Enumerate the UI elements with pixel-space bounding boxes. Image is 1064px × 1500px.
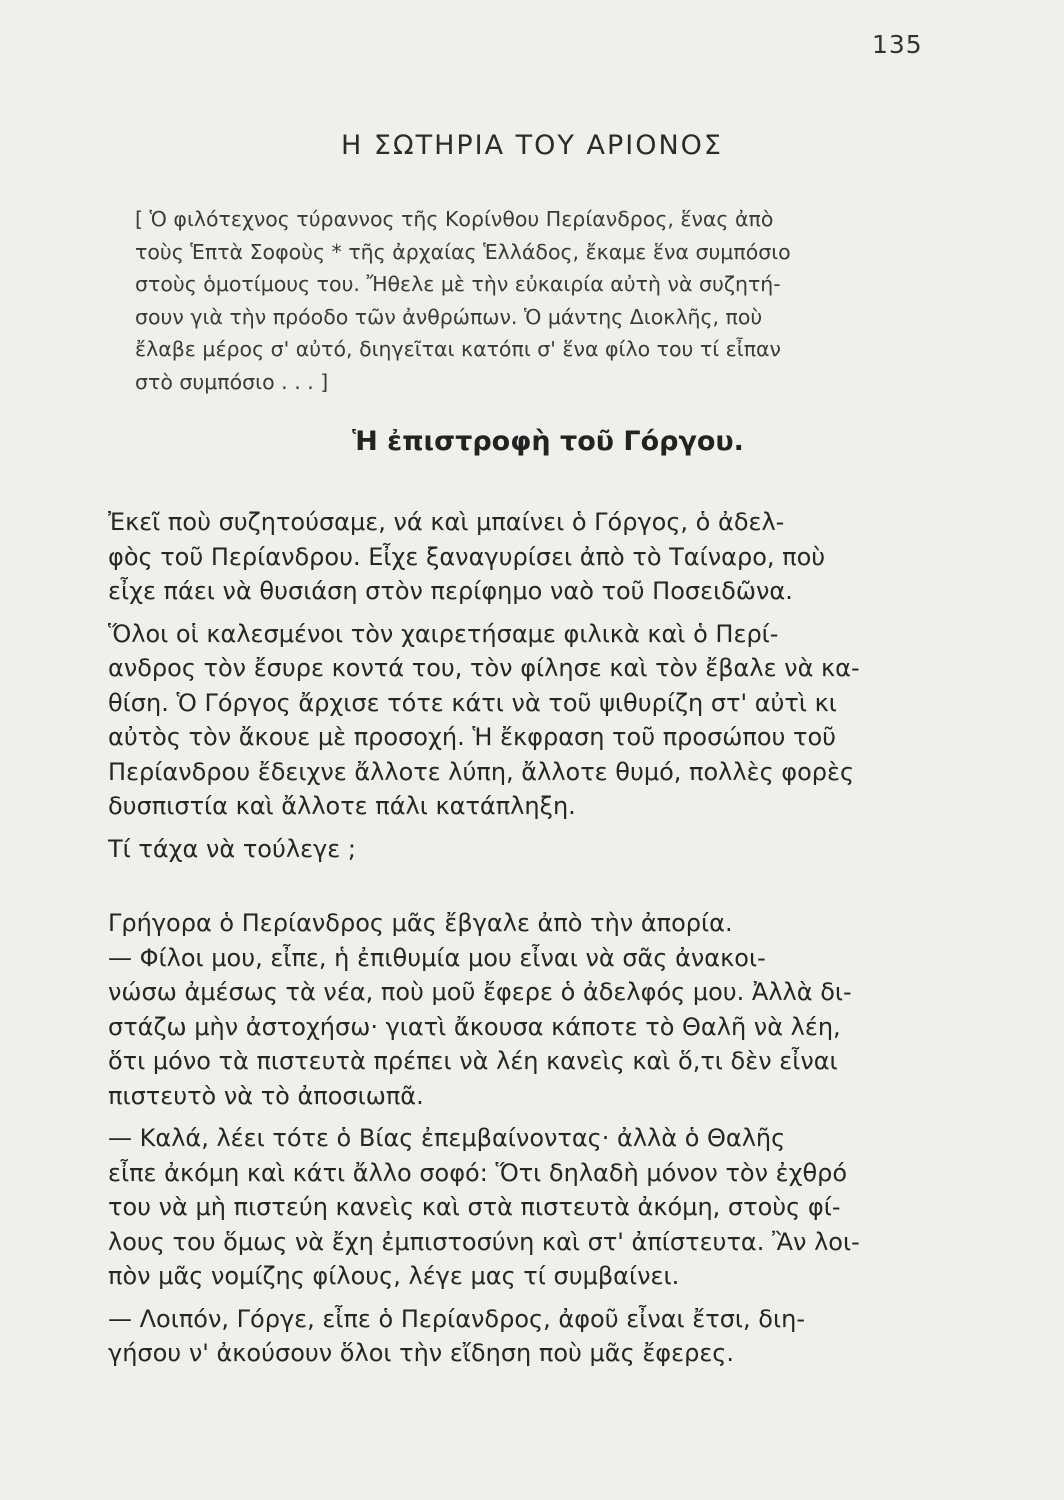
paragraph	[108, 906, 958, 1113]
text-line: νώσω ἀμέσως τὰ νέα, ποὺ μοῦ ἔφερε ὁ ἀδελφός μου. Ἀλλὰ δι-	[108, 978, 852, 1006]
paragraph	[108, 617, 958, 824]
page-number: 135	[872, 30, 923, 59]
text-line: Ὅλοι οἱ καλεσμένοι τὸν χαιρετήσαμε φιλικὰ καὶ ὁ Περί-	[108, 619, 779, 648]
paragraph	[108, 832, 958, 867]
text-line: πιστευτὸ νὰ τὸ ἀποσιωπᾶ.	[108, 1081, 424, 1110]
intro-line: ἔλαβε μέρος σ' αὐτό, διηγεῖται κατόπι σ' ἕνα φίλο του τί εἶπαν	[135, 337, 782, 361]
paragraph	[108, 1302, 958, 1371]
text-line: εἶχε πάει νὰ θυσιάση στὸν περίφημο ναὸ τοῦ Ποσειδῶνα.	[108, 577, 793, 605]
text-line: — Καλά, λέει τότε ὁ Βίας ἐπεμβαίνοντας· ἀλλὰ ὁ Θαλῆς	[108, 1124, 786, 1152]
text-line: ὅτι μόνο τὰ πιστευτὰ πρέπει νὰ λέη κανεὶς καὶ ὅ,τι δὲν εἶναι	[108, 1047, 838, 1075]
text-line: δυσπιστία καὶ ἄλλοτε πάλι κατάπληξη.	[108, 792, 576, 820]
intro-note	[135, 203, 957, 398]
text-line: — Λοιπόν, Γόργε, εἶπε ὁ Περίανδρος, ἀφοῦ εἶναι ἔτσι, διη-	[108, 1304, 805, 1333]
intro-line: στὸ συμπόσιο . . . ]	[135, 369, 329, 394]
body-text	[108, 505, 958, 1371]
text-line: εἶπε ἀκόμη καὶ κάτι ἄλλο σοφό: Ὅτι δηλαδὴ μόνον τὸν ἐχθρό	[108, 1158, 848, 1187]
text-line: Γρήγορα ὁ Περίανδρος μᾶς ἔβγαλε ἀπὸ τὴν ἀπορία.	[108, 909, 733, 937]
section-title: Ἡ ἐπιστροφὴ τοῦ Γόργου.	[352, 426, 744, 457]
text-line: Περίανδρου ἔδειχνε ἄλλοτε λύπη, ἄλλοτε θυμό, πολλὲς φορὲς	[108, 757, 855, 786]
text-line: λους του ὅμως νὰ ἔχη ἐμπιστοσύνη καὶ στ' ἀπίστευτα. Ἂν λοι-	[108, 1227, 860, 1256]
intro-line: σουν γιὰ τὴν πρόοδο τῶν ἀνθρώπων. Ὁ μάντης Διοκλῆς, ποὺ	[135, 304, 763, 329]
text-line: θίση. Ὁ Γόργος ἄρχισε τότε κάτι νὰ τοῦ ψιθυρίζη στ' αὐτὶ κι	[108, 688, 837, 717]
paragraph	[108, 505, 958, 609]
intro-line: τοὺς Ἑπτὰ Σοφοὺς * τῆς ἀρχαίας Ἑλλάδος, ἔκαμε ἕνα συμπόσιο	[135, 239, 791, 264]
text-line: Ἐκεῖ ποὺ συζητούσαμε, νά καὶ μπαίνει ὁ Γόργος, ὁ ἀδελ-	[108, 508, 785, 536]
text-line: στάζω μὴν ἀστοχήσω· γιατὶ ἄκουσα κάποτε τὸ Θαλῆ νὰ λέη,	[108, 1012, 841, 1041]
text-line: γήσου ν' ἀκούσουν ὅλοι τὴν εἴδηση ποὺ μᾶς ἔφερες.	[108, 1339, 735, 1367]
intro-line: στοὺς ὁμοτίμους του. Ἤθελε μὲ τὴν εὐκαιρία αὐτὴ νὰ συζητή-	[135, 272, 781, 296]
text-line: αὐτὸς τὸν ἄκουε μὲ προσοχή. Ἡ ἔκφραση τοῦ προσώπου τοῦ	[108, 723, 837, 751]
text-line: του νὰ μὴ πιστεύη κανεὶς καὶ στὰ πιστευτὰ ἀκόμη, στοὺς φί-	[108, 1193, 841, 1221]
text-line: ανδρος τὸν ἔσυρε κοντά του, τὸν φίλησε καὶ τὸν ἔβαλε νὰ κα-	[108, 654, 860, 682]
text-line: φὸς τοῦ Περίανδρου. Εἶχε ξαναγυρίσει ἀπὸ τὸ Ταίναρο, ποὺ	[108, 542, 826, 571]
chapter-title: Η ΣΩΤΗΡΙΑ ΤΟΥ ΑΡΙΟΝΟΣ	[341, 130, 723, 161]
paragraph	[108, 1121, 958, 1294]
text-line: Τί τάχα νὰ τούλεγε ;	[108, 834, 356, 863]
text-line: πὸν μᾶς νομίζης φίλους, λέγε μας τί συμβαίνει.	[108, 1262, 680, 1290]
intro-line: [ Ὁ φιλότεχνος τύραννος τῆς Κορίνθου Περίανδρος, ἕνας ἀπὸ	[135, 207, 774, 231]
text-line: — Φίλοι μου, εἶπε, ἡ ἐπιθυμία μου εἶναι νὰ σᾶς ἀνακοι-	[108, 943, 766, 972]
